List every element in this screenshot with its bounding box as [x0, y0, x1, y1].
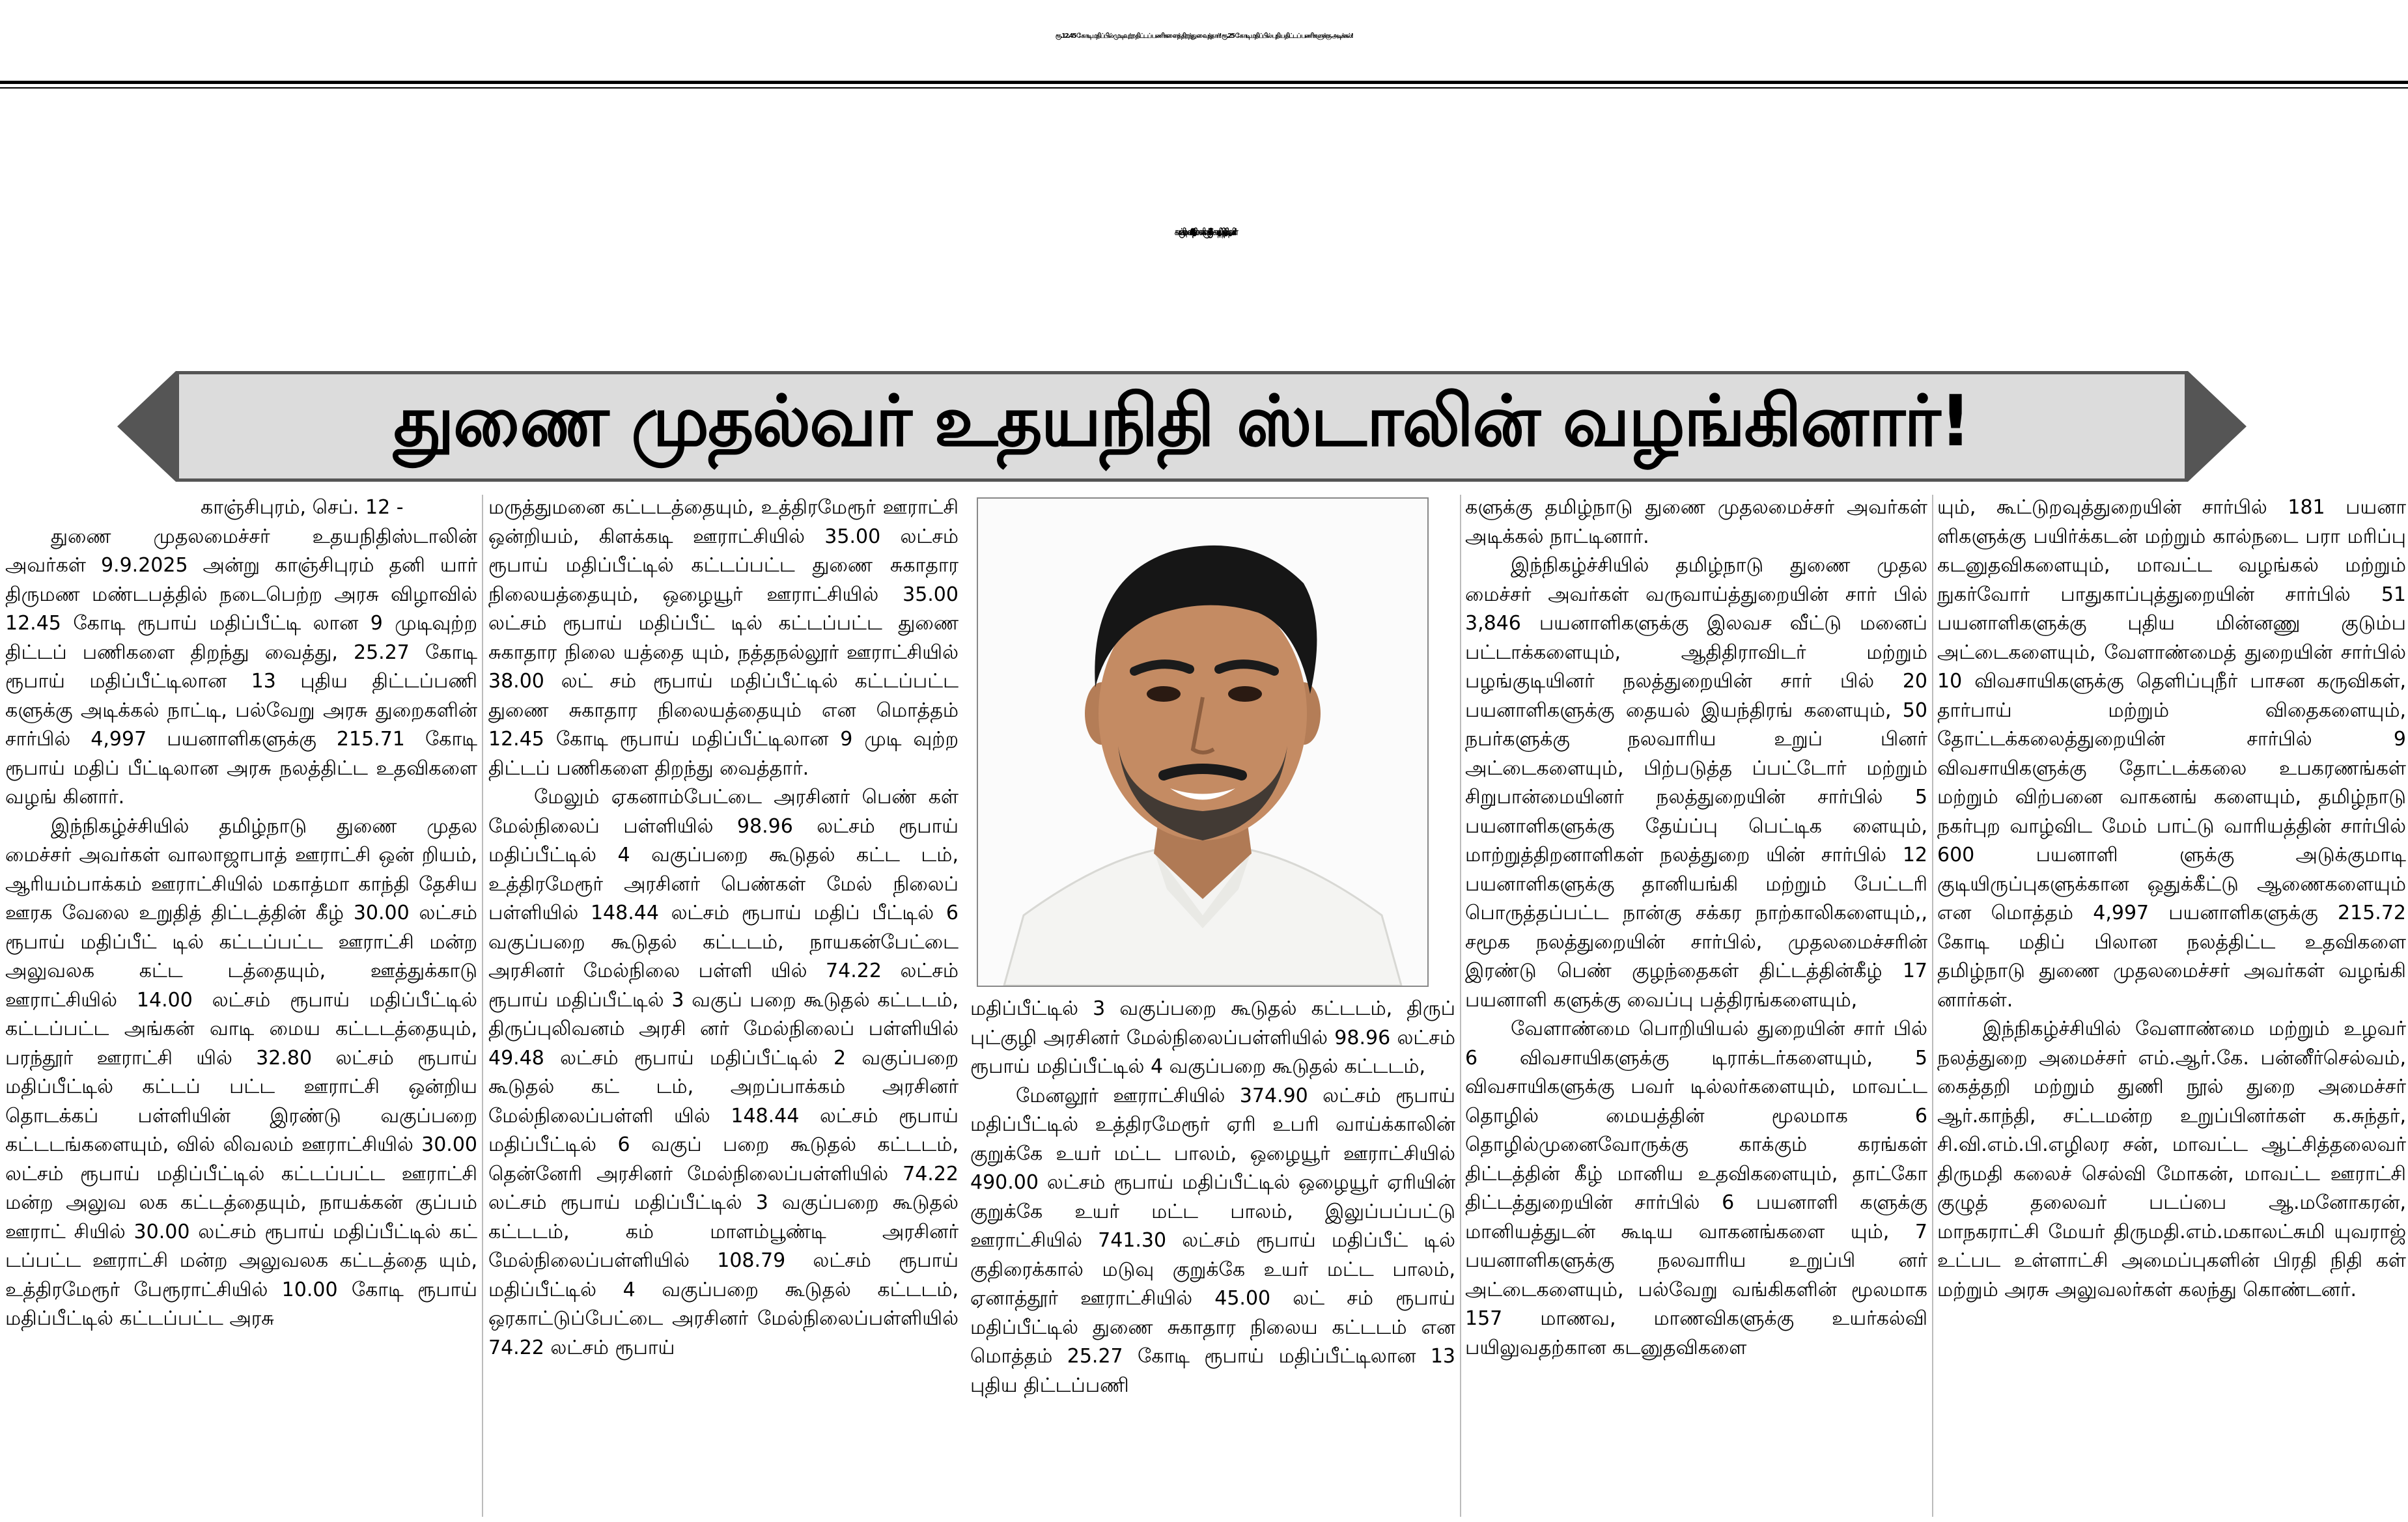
portrait-photo [977, 497, 1429, 987]
paragraph: மதிப்பீட்டில் 3 வகுப்பறை கூடுதல் கட்டடம், திருப் புட்குழி அரசினர் மேல்நிலைப்பள்ளியில் 98.96 லட்சம் ரூபாய் மதிப்பீட்டில் 4 வகுப்பறை கூடுதல் கட்டடம், [970, 997, 1455, 1078]
article-column-4 [1937, 493, 2406, 1519]
paragraph: யும், கூட்டுறவுத்துறையின் சார்பில் 181 பயனா ளிகளுக்கு பயிர்க்கடன் மற்றும் கால்நடை பரா மரிப்பு கடனுதவிகளையும், மாவட்ட வழங்கல் மற்றும் நுகர்வோர் பாதுகாப்புத்துறையின் சார்பில் 51 பயனாளிகளுக்கு புதிய மின்னணு குடும்ப அட்டைகளையும், வேளாண்மைத் துறையின் சார்பில் 10 விவசாயிகளுக்கு தெளிப்புநீர் பாசன கருவிகள், தார்பாய் மற்றும் விதைகளையும், தோட்டக்கலைத்துறையின் சார்பில் 9 விவசாயிகளுக்கு தோட்டக்கலை உபகரணங்கள் மற்றும் விற்பனை வாகனங் களையும், தமிழ்நாடு நகர்புற வாழ்விட மேம் பாட்டு வாரியத்தின் சார்பில் 600 பயனாளி ளுக்கு அடுக்குமாடி குடியிருப்புகளுக்கான ஒதுக்கீட்டு ஆணைகளையும் என மொத்தம் 4,997 பயனாளிகளுக்கு 215.72 கோடி மதிப் பிலான நலத்திட்ட உதவிகளை தமிழ்நாடு துணை முதலமைச்சர் அவர்கள் வழங்கி னார்கள். [1937, 496, 2406, 1012]
article-column-1 [5, 493, 477, 1519]
paragraph: வேளாண்மை பொறியியல் துறையின் சார் பில் 6 விவசாயிகளுக்கு டிராக்டர்களையும், 5 விவசாயிகளுக்கு பவர் டில்லர்களையும், மாவட்ட தொழில் மையத்தின் மூலமாக 6 தொழில்முனைவோருக்கு காக்கும் கரங்கள் திட்டத்தின் கீழ் மானிய உதவிகளையும், தாட்கோ திட்டத்துறையின் சார்பில் 6 பயனாளி களுக்கு மானியத்துடன் கூடிய வாகனங்களை யும், 7 பயனாளிகளுக்கு நலவாரிய உறுப்பி னர் அட்டைகளையும், பல்வேறு வங்கிகளின் மூலமாக 157 மாணவ, மாணவிகளுக்கு உயர்கல்வி பயிலுவதற்கான கடனுதவிகளை [1465, 1017, 1927, 1359]
paragraph: இந்நிகழ்ச்சியில் தமிழ்நாடு துணை முதல மைச்சர் அவர்கள் வருவாய்த்துறையின் சார் பில் 3,846 பயனாளிகளுக்கு இலவச வீட்டு மனைப் பட்டாக்களையும், ஆதிதிராவிடர் மற்றும் பழங்குடியினர் நலத்துறையின் சார் பில் 20 பயனாளிகளுக்கு தையல் இயந்திரங் களையும், 50 நபர்களுக்கு நலவாரிய உறுப் பினர் அட்டைகளையும், பிற்படுத்த ப்பட்டோர் மற்றும் சிறுபான்மையினர் நலத்துறையின் சார்பில் 5 பயனாளிகளுக்கு தேய்ப்பு பெட்டிக ளையும், மாற்றுத்திறனாளிகள் நலத்துறை யின் சார்பில் 12 பயனாளிகளுக்கு தானியங்கி மற்றும் பேட்டரி பொருத்தப்பட்ட நான்கு சக்கர நாற்காலிகளையும்,, சமூக நலத்துறையின் சார்பில், முதலமைச்சரின் இரண்டு பெண் குழந்தைகள் திட்டத்தின்கீழ் 17 பயனாளி களுக்கு வைப்பு பத்திரங்களையும், [1465, 554, 1927, 1012]
subheadline-text: துணை முதல்வர் உதயநிதி ஸ்டாலின் வழங்கினார்! [393, 381, 1970, 462]
article-column-2 [488, 493, 959, 1519]
portrait-illustration [978, 499, 1427, 986]
paragraph: களுக்கு தமிழ்நாடு துணை முதலமைச்சர் அவர்கள் அடிக்கல் நாட்டினார். [1465, 496, 1927, 548]
article-column-3 [1465, 493, 1927, 1519]
paragraph: மேனலூர் ஊராட்சியில் 374.90 லட்சம் ரூபாய் மதிப்பீட்டில் உத்திரமேரூர் ஏரி உபரி வாய்க்காலின் குறுக்கே உயர் மட்ட பாலம், ஒழையூர் ஊராட்சியில் 490.00 லட்சம் ரூபாய் மதிப்பீட்டில் ஒழையூர் ஏரியின் குறுக்கே உயர் மட்ட பாலம், இலுப்பப்பட்டு ஊராட்சியில் 741.30 லட்சம் ரூபாய் மதிப்பீட் டில் குதிரைக்கால் மடுவு குறுக்கே உயர் மட்ட பாலம், ஏனாத்தூர் ஊராட்சியில் 45.00 லட் சம் ரூபாய் மதிப்பீட்டில் துணை சுகாதார நிலைய கட்டடம் என மொத்தம் 25.27 கோடி ரூபாய் மதிப்பீட்டிலான 13 புதிய திட்டப்பணி [970, 1084, 1455, 1397]
paragraph: இந்நிகழ்ச்சியில் வேளாண்மை மற்றும் உழவர் நலத்துறை அமைச்சர் எம்.ஆர்.கே. பன்னீர்செல்வம், கைத்தறி மற்றும் துணி நூல் துறை அமைச்சர் ஆர்.காந்தி, சட்டமன்ற உறுப்பினர்கள் க.சுந்தர், சி.வி.எம்.பி.எழிலர சன், மாவட்ட ஆட்சித்தலைவர் திருமதி கலைச் செல்வி மோகன், மாவட்ட ஊராட்சி குழுத் தலைவர் படப்பை ஆ.மனோகரன், மாநகராட்சி மேயர் திருமதி.எம்.மகாலட்சுமி யுவராஜ் உட்பட உள்ளாட்சி அமைப்புகளின் பிரதி நிதி கள் மற்றும் அரசு அலுவலர்கள் கலந்து கொண்டனர். [1937, 1017, 2406, 1301]
paragraph: இந்நிகழ்ச்சியில் தமிழ்நாடு துணை முதல மைச்சர் அவர்கள் வாலாஜாபாத் ஊராட்சி ஒன் றியம், ஆரியம்பாக்கம் ஊராட்சியில் மகாத்மா காந்தி தேசிய ஊரக வேலை உறுதித் திட்டத்தின் கீழ் 30.00 லட்சம் ரூபாய் மதிப்பீட் டில் கட்டப்பட்ட ஊராட்சி மன்ற அலுவலக கட்ட டத்தையும், ஊத்துக்காடு ஊராட்சியில் 14.00 லட்சம் ரூபாய் மதிப்பீட்டில் கட்டப்பட்ட அங்கன் வாடி மைய கட்டடத்தையும், பரந்தூர் ஊராட்சி யில் 32.80 லட்சம் ரூபாய் மதிப்பீட்டில் கட்டப் பட்ட ஊராட்சி ஒன்றிய தொடக்கப் பள்ளியின் இரண்டு வகுப்பறை கட்டடங்களையும், வில் லிவலம் ஊராட்சியில் 30.00 லட்சம் ரூபாய் மதிப்பீட்டில் கட்டப்பட்ட ஊராட்சி மன்ற அலுவ லக கட்டத்தையும், நாயக்கன் குப்பம் ஊராட் சியில் 30.00 லட்சம் ரூபாய் மதிப்பீட்டில் கட் டப்பட்ட ஊராட்சி மன்ற அலுவலக கட்டத்தை யும், உத்திரமேரூர் பேரூராட்சியில் 10.00 கோடி ரூபாய் மதிப்பீட்டில் கட்டப்பட்ட அரசு [5, 814, 477, 1330]
article-column-2b [970, 995, 1455, 1519]
column-divider [482, 495, 483, 1517]
kicker-headline: ரூ.12.45 கோடி மதிப்பில் முடிவுற்ற திட்டப் பணிகளைத் திறந்து வைத்தார்! ரூ.25 கோடி மதிப்பில் புதிய திட்டப் பணிகளுக்கு அடிக்கல்! [1055, 33, 1353, 40]
paragraph: மருத்துமனை கட்டடத்தையும், உத்திரமேரூர் ஊராட்சி ஒன்றியம், கிளக்கடி ஊராட்சியில் 35.00 லட்சம் ரூபாய் மதிப்பீட்டில் கட்டப்பட்ட துணை சுகாதார நிலையத்தையும், ஒழையூர் ஊராட்சியில் 35.00 லட்சம் ரூபாய் மதிப்பீட் டில் கட்டப்பட்ட துணை சுகாதார நிலை யத்தை யும், நத்தநல்லூர் ஊராட்சியில் 38.00 லட் சம் ரூபாய் மதிப்பீட்டில் கட்டப்பட்ட துணை சுகாதார நிலையத்தையும் என மொத்தம் 12.45 கோடி ரூபாய் மதிப்பீட்டிலான 9 முடி வுற்ற திட்டப் பணிகளை திறந்து வைத்தார். [488, 496, 959, 780]
column-divider [1932, 495, 1933, 1517]
main-headline: காஞ்சிபுரம் மாவட்டத்தில் - 4.997 பயனாளிகளுக்கு ரூ.216 கோடி மதிப்பில் நலத்திட்ட உதவிகள்! [1174, 227, 1234, 238]
paragraph: துணை முதலமைச்சர் உதயநிதிஸ்டாலின் அவர்கள் 9.9.2025 அன்று காஞ்சிபுரம் தனி யார் திருமண மண்டபத்தில் நடைபெற்ற அரசு விழாவில் 12.45 கோடி ரூபாய் மதிப்பீட்டி லான 9 முடிவுற்ற திட்டப் பணிகளை திறந்து வைத்து, 25.27 கோடி ரூபாய் மதிப்பீட்டிலான 13 புதிய திட்டப்பணி களுக்கு அடிக்கல் நாட்டி, பல்வேறு அரசு துறைகளின் சார்பில் 4,997 பயனாளிகளுக்கு 215.71 கோடி ரூபாய் மதிப் பீட்டிலான அரசு நலத்திட்ட உதவிகளை வழங் கினார். [5, 525, 477, 809]
dateline: காஞ்சிபுரம், செப். 12 - [201, 496, 404, 519]
paragraph: மேலும் ஏகனாம்பேட்டை அரசினர் பெண் கள் மேல்நிலைப் பள்ளியில் 98.96 லட்சம் ரூபாய் மதிப்பீட்டில் 4 வகுப்பறை கூடுதல் கட்ட டம், உத்திரமேரூர் அரசினர் பெண்கள் மேல் நிலைப் பள்ளியில் 148.44 லட்சம் ரூபாய் மதிப் பீட்டில் 6 வகுப்பறை கூடுதல் கட்டடம், நாயகன்பேட்டை அரசினர் மேல்நிலை பள்ளி யில் 74.22 லட்சம் ரூபாய் மதிப்பீட்டில் 3 வகுப் பறை கூடுதல் கட்டடம், திருப்புலிவனம் அரசி னர் மேல்நிலைப் பள்ளியில் 49.48 லட்சம் ரூபாய் மதிப்பீட்டில் 2 வகுப்பறை கூடுதல் கட் டம், அறப்பாக்கம் அரசினர் மேல்நிலைப்பள்ளி யில் 148.44 லட்சம் ரூபாய் மதிப்பீட்டில் 6 வகுப் பறை கூடுதல் கட்டடம், தென்னேரி அரசினர் மேல்நிலைப்பள்ளியில் 74.22 லட்சம் ரூபாய் மதிப்பீட்டில் 3 வகுப்பறை கூடுதல் கட்டடம், கம் மாளம்பூண்டி அரசினர் மேல்நிலைப்பள்ளியில் 108.79 லட்சம் ரூபாய் மதிப்பீட்டில் 4 வகுப்பறை கூடுதல் கட்டடம், ஒரகாட்டுப்பேட்டை அரசினர் மேல்நிலைப்பள்ளியில் 74.22 லட்சம் ரூபாய் [488, 786, 959, 1359]
subheadline-banner [176, 371, 2188, 482]
column-divider [1460, 495, 1461, 1517]
